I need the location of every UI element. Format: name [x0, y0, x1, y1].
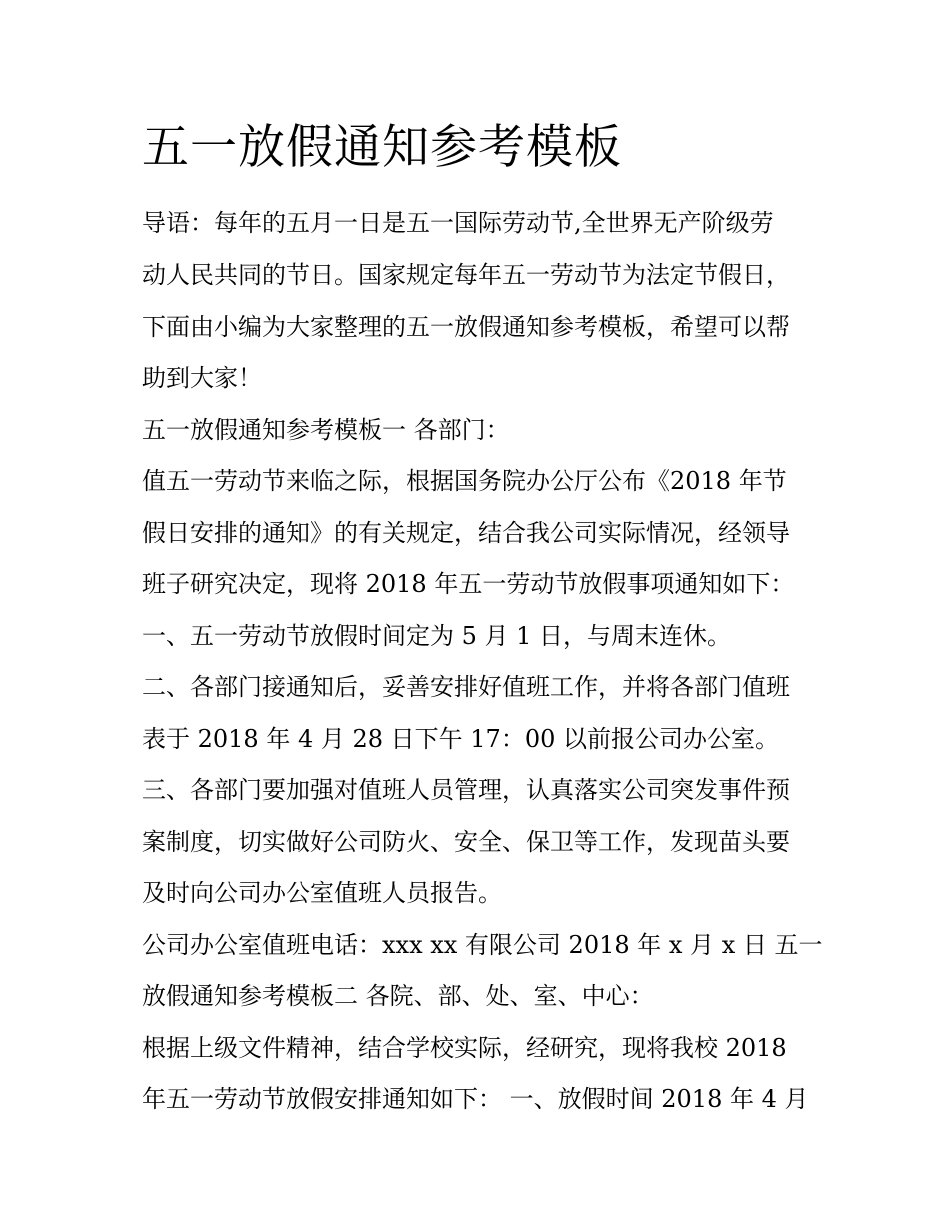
- text-line: 根据上级文件精神，结合学校实际，经研究，现将我校 2018: [142, 1034, 787, 1062]
- text-line: 表于 2018 年 4 月 28 日下午 17：00 以前报公司办公室。: [142, 725, 779, 753]
- text-line: 导语：每年的五月一日是五一国际劳动节,全世界无产阶级劳: [142, 209, 774, 237]
- document-title: 五一放假通知参考模板: [142, 120, 622, 175]
- text-line: 助到大家！: [142, 364, 262, 392]
- text-line: 及时向公司办公室值班人员报告。: [142, 879, 502, 907]
- text-line: 假日安排的通知》的有关规定，结合我公司实际情况，经领导: [142, 519, 790, 547]
- text-line: 值五一劳动节来临之际，根据国务院办公厅公布《2018 年节: [142, 467, 787, 495]
- text-line: 年五一劳动节放假安排通知如下： 一、放假时间 2018 年 4 月: [142, 1085, 809, 1113]
- text-line: 下面由小编为大家整理的五一放假通知参考模板，希望可以帮: [142, 313, 790, 341]
- text-line: 案制度，切实做好公司防火、安全、保卫等工作，发现苗头要: [142, 828, 790, 856]
- text-line: 公司办公室值班电话：xxx xx 有限公司 2018 年 x 月 x 日 五一: [142, 931, 823, 959]
- text-line: 三、各部门要加强对值班人员管理，认真落实公司突发事件预: [142, 776, 790, 804]
- text-line: 放假通知参考模板二 各院、部、处、室、中心：: [142, 982, 654, 1010]
- text-line: 二、各部门接通知后，妥善安排好值班工作，并将各部门值班: [142, 673, 790, 701]
- text-line: 动人民共同的节日。国家规定每年五一劳动节为法定节假日，: [142, 261, 790, 289]
- text-line: 班子研究决定，现将 2018 年五一劳动节放假事项通知如下：: [142, 570, 795, 598]
- text-line: 一、五一劳动节放假时间定为 5 月 1 日，与周末连休。: [142, 622, 732, 650]
- text-line: 五一放假通知参考模板一 各部门：: [142, 416, 510, 444]
